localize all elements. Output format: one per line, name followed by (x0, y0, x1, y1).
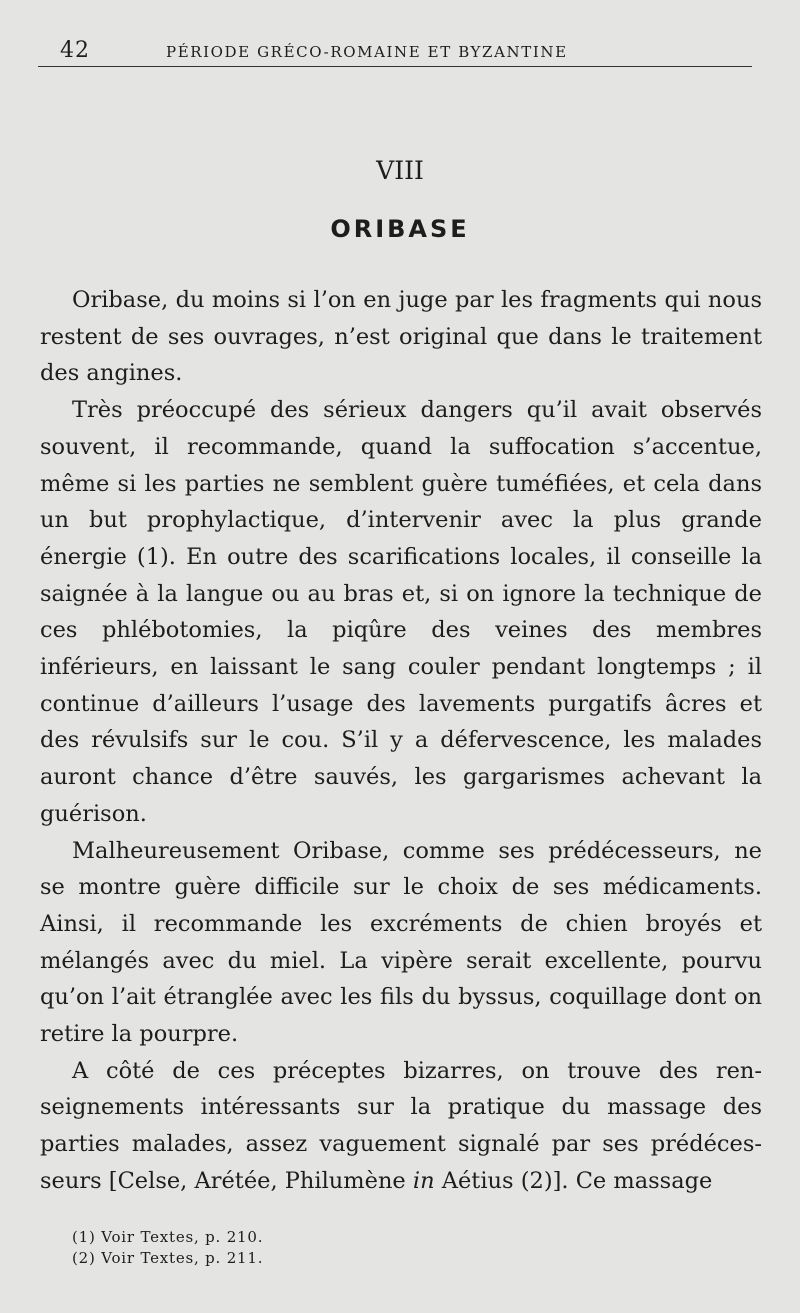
paragraph-text-end: Aétius (2)]. Ce massage (434, 1167, 713, 1194)
paragraph-text: A côté de ces préceptes bizarres, on trouve des renseignements intéressants sur la pratique du massage des parties malades, assez vaguement signalé par ses prédécesseurs [Celse, Arétée, Philumène (40, 1057, 762, 1194)
paragraph: Oribase, du moins si l’on en juge par les fragments qui nous restent de ses ouvrages, n’est original que dans le traitement des angines. (40, 287, 762, 387)
italic-word: in (412, 1167, 435, 1194)
page-number: 42 (60, 38, 90, 63)
footnote: (1) Voir Textes, p. 210. (72, 1228, 264, 1246)
footnotes (72, 1227, 263, 1269)
paragraph: Très préoccupé des sérieux dangers qu’il avait observés souvent, il recommande, quand la suffocation s’accentue, même si les parties ne semblent guère tuméfiées, et cela dans un but prophylactique, d’intervenir avec la plus grande énergie (1). En outre des scarifications locales, il conseille la saignée à la langue ou au bras et, si on ignore la technique de ces phlébotomies, la piqûre des veines des membres inférieurs, en laissant le sang couler pendant longtemps ; il continue d’ailleurs l’usage des lavements purgatifs âcres et des révulsifs sur le cou. S’il y a défervescence, les malades auront chance d’être sauvés, les gargarismes achevant la guérison. (40, 397, 762, 827)
running-head: PÉRIODE GRÉCO-ROMAINE ET BYZANTINE (166, 43, 568, 61)
paragraph-last (40, 1053, 762, 1200)
page-header (38, 34, 752, 67)
footnote: (2) Voir Textes, p. 211. (72, 1249, 264, 1267)
body-text (40, 282, 762, 1200)
section-number: VIII (376, 156, 424, 185)
chapter-title: ORIBASE (330, 215, 470, 243)
paragraph: Malheureusement Oribase, comme ses prédécesseurs, ne se montre guère difficile sur le choix de ses médicaments. Ainsi, il recommande les excréments de chien broyés et mélangés avec du miel. La vipère serait excellente, pourvu qu’on l’ait étranglée avec les fils du byssus, coquillage dont on retire la pourpre. (40, 837, 762, 1048)
